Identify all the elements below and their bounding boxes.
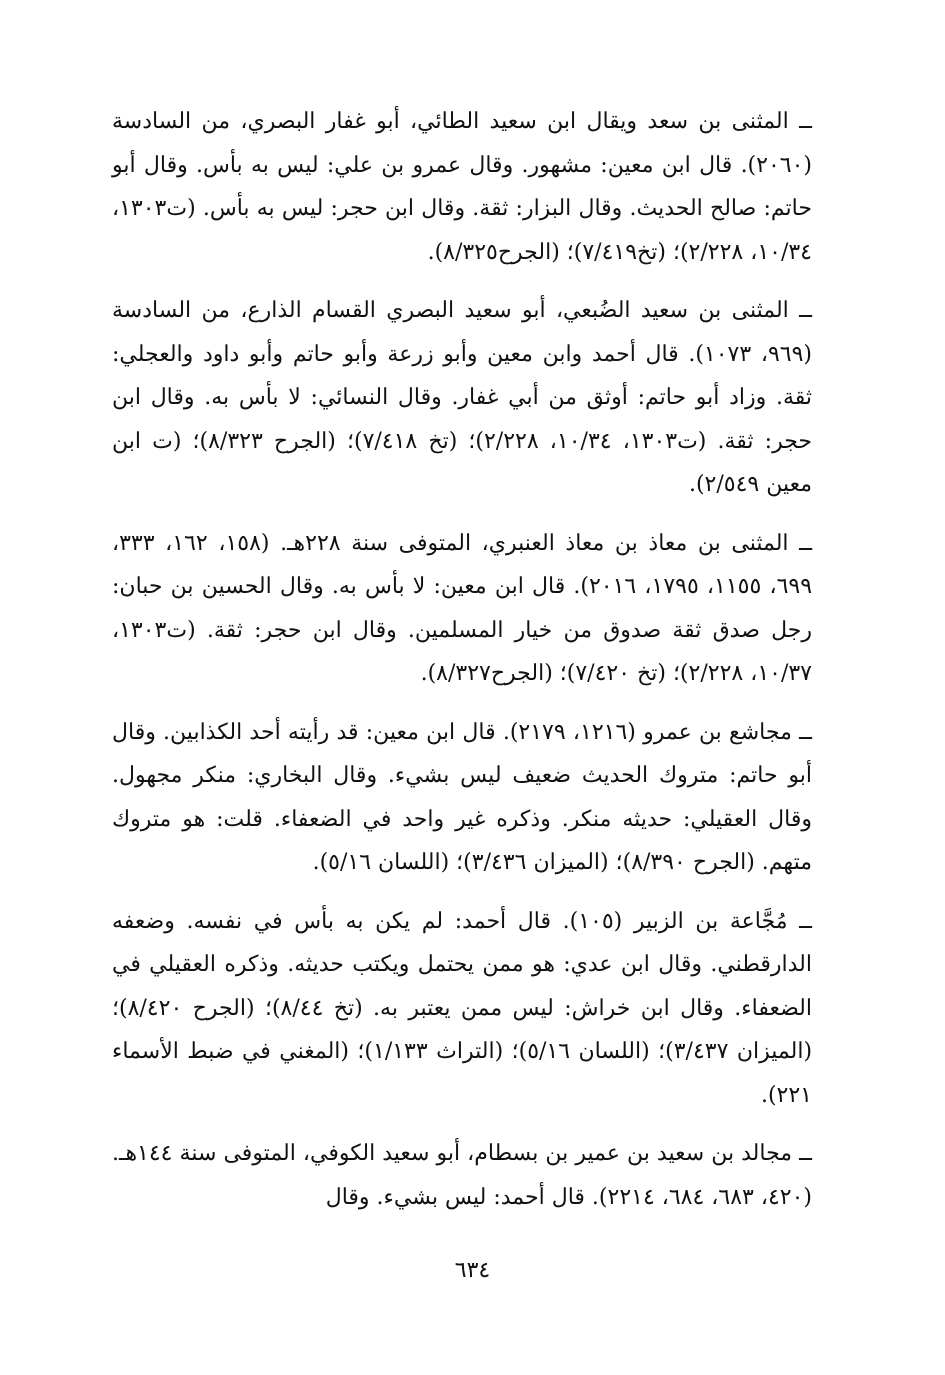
entry-mujjaa-bin-zubayr: ــ مُجَّاعة بن الزبير (١٠٥). قال أحمد: لم يكن به بأس في نفسه. وضعفه الدارقطني. وقال ابن عدي: هو ممن يحتمل ويكتب حديثه. وذكره العقيلي في الضعفاء. وقال ابن خراش: ليس ممن يعتبر به. (تخ ٨/٤٤)؛ (الجرح ٨/٤٢٠)؛ (الميزان ٣/٤٣٧)؛ (اللسان ٥/١٦)؛ (التراث ١/١٣٣)؛ (المغني في ضبط الأسماء ٢٢١). (112, 908, 813, 1108)
entry-mujalid-bin-said: ــ مجالد بن سعيد بن عمير بن بسطام، أبو سعيد الكوفي، المتوفى سنة ١٤٤هـ. (٤٢٠، ٦٨٣، ٦٨٤، ٢٢١٤). قال أحمد: ليس بشيء. وقال (112, 1141, 812, 1210)
page-number: ٦٣٤ (454, 1258, 491, 1283)
page-body (112, 100, 812, 1234)
entry-muthanna-bin-saad: ــ المثنى بن سعد ويقال ابن سعيد الطائي، أبو غفار البصري، من السادسة (٢٠٦٠). قال ابن معين: مشهور. وقال عمرو بن علي: ليس به بأس. وقال أبو حاتم: صالح الحديث. وقال البزار: ثقة. وقال ابن حجر: ليس به بأس. (ت١٣٠٣، ١٠/٣٤، ٢/٢٢٨)؛ (تخ٧/٤١٩)؛ (الجرح٨/٣٢٥). (112, 109, 812, 265)
entry-muthanna-bin-said-dubai: ــ المثنى بن سعيد الضُبعي، أبو سعيد البصري القسام الذارع، من السادسة (٩٦٩، ١٠٧٣). قال أحمد وابن معين وأبو زرعة وأبو حاتم وأبو داود والعجلي: ثقة. وزاد أبو حاتم: أوثق من أبي غفار. وقال النسائي: لا بأس به. وقال ابن حجر: ثقة. (ت١٣٠٣، ١٠/٣٤، ٢/٢٢٨)؛ (تخ ٧/٤١٨)؛ (الجرح ٨/٣٢٣)؛ (ت ابن معين ٢/٥٤٩). (112, 298, 813, 497)
entry-mujashi-bin-amr: ــ مجاشع بن عمرو (١٢١٦، ٢١٧٩). قال ابن معين: قد رأيته أحد الكذابين. وقال أبو حاتم: متروك الحديث ضعيف ليس بشيء. وقال البخاري: منكر مجهول. وقال العقيلي: حديثه منكر. وذكره غير واحد في الضعفاء. قلت: هو متروك متهم. (الجرح ٨/٣٩٠)؛ (الميزان ٣/٤٣٦)؛ (اللسان ٥/١٦). (112, 719, 812, 875)
entry-muthanna-bin-muadh: ــ المثنى بن معاذ بن معاذ العنبري، المتوفى سنة ٢٢٨هـ. (١٥٨، ١٦٢، ٣٣٣، ٦٩٩، ١١٥٥، ١٧٩٥، ٢٠١٦). قال ابن معين: لا بأس به. وقال الحسين بن حبان: رجل صدق ثقة صدوق من خيار المسلمين. وقال ابن حجر: ثقة. (ت١٣٠٣، ١٠/٣٧، ٢/٢٢٨)؛ (تخ ٧/٤٢٠)؛ (الجرح٨/٣٢٧). (112, 530, 813, 686)
